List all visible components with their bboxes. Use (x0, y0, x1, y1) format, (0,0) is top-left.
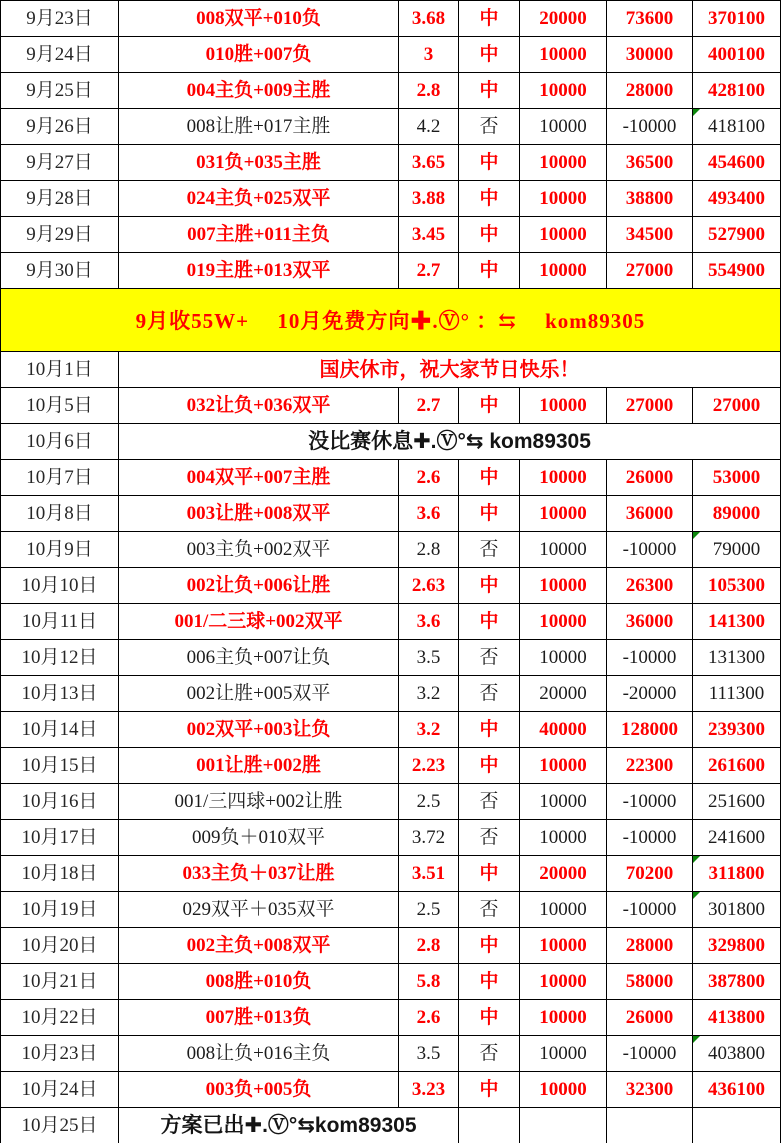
total-cell[interactable]: 241600 (693, 820, 781, 856)
total-cell[interactable]: 105300 (693, 568, 781, 604)
plan-cell[interactable]: 002主负+008双平 (119, 928, 399, 964)
total-cell[interactable]: 370100 (693, 1, 781, 37)
table-row (1, 604, 781, 640)
profit-cell[interactable]: 58000 (607, 964, 693, 1000)
stake-cell[interactable]: 10000 (520, 181, 607, 217)
table-row (1, 496, 781, 532)
odds-cell[interactable]: 2.8 (399, 928, 459, 964)
odds-cell[interactable]: 3.88 (399, 181, 459, 217)
plan-cell[interactable]: 003让胜+008双平 (119, 496, 399, 532)
plan-cell[interactable]: 002双平+003让负 (119, 712, 399, 748)
result-cell[interactable]: 中 (459, 253, 520, 289)
table-row (1, 109, 781, 145)
total-cell[interactable]: 251600 (693, 784, 781, 820)
table-row (1, 640, 781, 676)
stake-cell[interactable]: 10000 (520, 73, 607, 109)
date-cell[interactable]: 10月7日 (1, 460, 119, 496)
stake-cell[interactable]: 10000 (520, 1000, 607, 1036)
banner-row (1, 289, 781, 352)
total-cell[interactable]: 261600 (693, 748, 781, 784)
profit-cell[interactable]: 26000 (607, 460, 693, 496)
stake-cell[interactable]: 10000 (520, 496, 607, 532)
result-cell[interactable]: 中 (459, 1072, 520, 1108)
notice-text[interactable]: 没比赛休息✚.Ⓥ°⇆ kom89305 (119, 424, 781, 460)
stake-cell[interactable]: 10000 (520, 892, 607, 928)
plan-cell[interactable]: 006主负+007让负 (119, 640, 399, 676)
odds-cell[interactable]: 3.5 (399, 640, 459, 676)
odds-cell[interactable]: 2.7 (399, 388, 459, 424)
table-row (1, 532, 781, 568)
profit-cell[interactable]: 36000 (607, 496, 693, 532)
odds-cell[interactable]: 2.8 (399, 532, 459, 568)
total-cell[interactable]: 27000 (693, 388, 781, 424)
date-cell[interactable]: 9月25日 (1, 73, 119, 109)
table-row (1, 1000, 781, 1036)
stake-cell[interactable]: 10000 (520, 532, 607, 568)
profit-cell[interactable]: 36000 (607, 604, 693, 640)
odds-cell[interactable]: 2.6 (399, 460, 459, 496)
table-row (1, 73, 781, 109)
plan-cell[interactable]: 032让负+036双平 (119, 388, 399, 424)
table-row (1, 1072, 781, 1108)
result-cell[interactable]: 中 (459, 181, 520, 217)
stake-cell[interactable]: 10000 (520, 217, 607, 253)
result-cell[interactable]: 中 (459, 712, 520, 748)
total-cell[interactable]: 239300 (693, 712, 781, 748)
table-row (1, 892, 781, 928)
plan-cell[interactable]: 001/三四球+002让胜 (119, 784, 399, 820)
profit-cell[interactable]: -10000 (607, 1036, 693, 1072)
result-cell[interactable] (459, 1108, 520, 1143)
profit-cell[interactable]: 70200 (607, 856, 693, 892)
date-cell[interactable]: 10月23日 (1, 1036, 119, 1072)
profit-cell[interactable]: 26000 (607, 1000, 693, 1036)
total-cell[interactable]: 436100 (693, 1072, 781, 1108)
plan-cell[interactable]: 001让胜+002胜 (119, 748, 399, 784)
plan-cell[interactable]: 002让负+006让胜 (119, 568, 399, 604)
table-row (1, 460, 781, 496)
stake-cell[interactable]: 10000 (520, 1036, 607, 1072)
result-cell[interactable]: 中 (459, 568, 520, 604)
stake-cell[interactable]: 40000 (520, 712, 607, 748)
profit-cell[interactable]: 32300 (607, 1072, 693, 1108)
profit-cell[interactable]: 30000 (607, 37, 693, 73)
odds-cell[interactable]: 3.5 (399, 1036, 459, 1072)
table-row (1, 784, 781, 820)
date-cell[interactable]: 9月26日 (1, 109, 119, 145)
plan-cell[interactable]: 002让胜+005双平 (119, 676, 399, 712)
total-cell[interactable]: 400100 (693, 37, 781, 73)
odds-cell[interactable]: 3.68 (399, 1, 459, 37)
table-row (1, 568, 781, 604)
stake-cell[interactable]: 10000 (520, 820, 607, 856)
total-cell[interactable]: 387800 (693, 964, 781, 1000)
result-cell[interactable]: 中 (459, 73, 520, 109)
date-cell[interactable]: 9月30日 (1, 253, 119, 289)
table-row (1, 1036, 781, 1072)
plan-cell[interactable]: 029双平＋035双平 (119, 892, 399, 928)
table-row (1, 928, 781, 964)
date-cell[interactable]: 10月15日 (1, 748, 119, 784)
result-cell[interactable]: 否 (459, 892, 520, 928)
date-cell[interactable]: 10月10日 (1, 568, 119, 604)
stake-cell[interactable]: 10000 (520, 748, 607, 784)
odds-cell[interactable]: 3.65 (399, 145, 459, 181)
total-cell[interactable]: 141300 (693, 604, 781, 640)
result-cell[interactable]: 否 (459, 784, 520, 820)
stake-cell[interactable]: 10000 (520, 109, 607, 145)
date-cell[interactable]: 10月5日 (1, 388, 119, 424)
profit-cell[interactable]: -10000 (607, 640, 693, 676)
table-row (1, 388, 781, 424)
odds-cell[interactable]: 2.7 (399, 253, 459, 289)
profit-cell[interactable]: -20000 (607, 676, 693, 712)
footer-row (1, 1108, 781, 1143)
result-cell[interactable]: 中 (459, 460, 520, 496)
result-cell[interactable]: 中 (459, 928, 520, 964)
plan-cell[interactable]: 009负＋010双平 (119, 820, 399, 856)
notice-row (1, 424, 781, 460)
profit-cell[interactable]: -10000 (607, 109, 693, 145)
result-cell[interactable]: 中 (459, 1, 520, 37)
plan-cell[interactable]: 001/二三球+002双平 (119, 604, 399, 640)
table-row (1, 820, 781, 856)
plan-cell[interactable]: 008让负+016主负 (119, 1036, 399, 1072)
odds-cell[interactable]: 2.8 (399, 73, 459, 109)
date-cell[interactable]: 10月19日 (1, 892, 119, 928)
result-cell[interactable]: 中 (459, 496, 520, 532)
promo-banner: 9月收55W+ 10月免费方向✚.Ⓥ° ：⇆ kom89305 (1, 289, 781, 352)
odds-cell[interactable]: 3.6 (399, 496, 459, 532)
table-row (1, 253, 781, 289)
profit-cell[interactable]: -10000 (607, 532, 693, 568)
result-cell[interactable]: 中 (459, 1000, 520, 1036)
stake-cell[interactable]: 10000 (520, 145, 607, 181)
date-cell[interactable]: 10月9日 (1, 532, 119, 568)
footer-text[interactable]: 方案已出✚.Ⓥ°⇆kom89305 (119, 1108, 459, 1143)
date-cell[interactable]: 10月22日 (1, 1000, 119, 1036)
stake-cell[interactable]: 10000 (520, 460, 607, 496)
result-cell[interactable]: 否 (459, 1036, 520, 1072)
total-cell[interactable]: 403800 (693, 1036, 781, 1072)
date-cell[interactable]: 10月6日 (1, 424, 119, 460)
stake-cell[interactable]: 10000 (520, 253, 607, 289)
profit-cell[interactable]: 73600 (607, 1, 693, 37)
date-cell[interactable]: 10月13日 (1, 676, 119, 712)
total-cell[interactable]: 413800 (693, 1000, 781, 1036)
odds-cell[interactable]: 3 (399, 37, 459, 73)
profit-cell[interactable]: -10000 (607, 892, 693, 928)
total-cell[interactable]: 329800 (693, 928, 781, 964)
date-cell[interactable]: 10月24日 (1, 1072, 119, 1108)
date-cell[interactable]: 9月29日 (1, 217, 119, 253)
odds-cell[interactable]: 3.72 (399, 820, 459, 856)
stake-cell[interactable]: 10000 (520, 568, 607, 604)
total-cell[interactable]: 527900 (693, 217, 781, 253)
total-cell[interactable]: 301800 (693, 892, 781, 928)
notice-text[interactable]: 国庆休市，祝大家节日快乐！ (119, 352, 781, 388)
result-cell[interactable]: 中 (459, 748, 520, 784)
stake-cell[interactable]: 10000 (520, 784, 607, 820)
result-cell[interactable]: 中 (459, 388, 520, 424)
profit-cell[interactable]: 34500 (607, 217, 693, 253)
table-row (1, 856, 781, 892)
date-cell[interactable]: 10月20日 (1, 928, 119, 964)
total-cell[interactable] (693, 1108, 781, 1143)
total-cell[interactable]: 493400 (693, 181, 781, 217)
odds-cell[interactable]: 2.23 (399, 748, 459, 784)
stake-cell[interactable]: 20000 (520, 856, 607, 892)
plan-cell[interactable]: 010胜+007负 (119, 37, 399, 73)
result-cell[interactable]: 否 (459, 109, 520, 145)
stake-cell[interactable]: 10000 (520, 640, 607, 676)
total-cell[interactable]: 111300 (693, 676, 781, 712)
date-cell[interactable]: 10月1日 (1, 352, 119, 388)
profit-cell[interactable]: 38800 (607, 181, 693, 217)
plan-cell[interactable]: 003主负+002双平 (119, 532, 399, 568)
date-cell[interactable]: 9月28日 (1, 181, 119, 217)
result-cell[interactable]: 中 (459, 37, 520, 73)
table-row (1, 145, 781, 181)
date-cell[interactable]: 10月12日 (1, 640, 119, 676)
table-row (1, 181, 781, 217)
result-cell[interactable]: 中 (459, 856, 520, 892)
stake-cell[interactable]: 10000 (520, 928, 607, 964)
table-row (1, 217, 781, 253)
stake-cell[interactable]: 10000 (520, 388, 607, 424)
date-cell[interactable]: 10月21日 (1, 964, 119, 1000)
table-row (1, 712, 781, 748)
odds-cell[interactable]: 2.5 (399, 784, 459, 820)
table-row (1, 37, 781, 73)
plan-cell[interactable]: 008胜+010负 (119, 964, 399, 1000)
table-row (1, 748, 781, 784)
total-cell[interactable]: 53000 (693, 460, 781, 496)
date-cell[interactable]: 9月24日 (1, 37, 119, 73)
result-cell[interactable]: 中 (459, 217, 520, 253)
total-cell[interactable]: 554900 (693, 253, 781, 289)
total-cell[interactable]: 89000 (693, 496, 781, 532)
notice-row (1, 352, 781, 388)
stake-cell[interactable]: 20000 (520, 1, 607, 37)
plan-cell[interactable]: 004主负+009主胜 (119, 73, 399, 109)
result-cell[interactable]: 中 (459, 604, 520, 640)
stake-cell[interactable]: 10000 (520, 604, 607, 640)
profit-cell[interactable]: 27000 (607, 253, 693, 289)
stake-cell[interactable]: 10000 (520, 964, 607, 1000)
date-cell[interactable]: 10月11日 (1, 604, 119, 640)
total-cell[interactable]: 79000 (693, 532, 781, 568)
date-cell[interactable]: 10月25日 (1, 1108, 119, 1143)
profit-cell[interactable] (607, 1108, 693, 1143)
odds-cell[interactable]: 3.2 (399, 676, 459, 712)
stake-cell[interactable]: 20000 (520, 676, 607, 712)
plan-cell[interactable]: 033主负＋037让胜 (119, 856, 399, 892)
plan-cell[interactable]: 024主负+025双平 (119, 181, 399, 217)
total-cell[interactable]: 428100 (693, 73, 781, 109)
plan-cell[interactable]: 007胜+013负 (119, 1000, 399, 1036)
profit-cell[interactable]: 22300 (607, 748, 693, 784)
profit-cell[interactable]: -10000 (607, 784, 693, 820)
odds-cell[interactable]: 3.6 (399, 604, 459, 640)
date-cell[interactable]: 10月16日 (1, 784, 119, 820)
result-cell[interactable]: 否 (459, 820, 520, 856)
plan-cell[interactable]: 004双平+007主胜 (119, 460, 399, 496)
stake-cell[interactable]: 10000 (520, 1072, 607, 1108)
profit-cell[interactable]: 28000 (607, 73, 693, 109)
profit-cell[interactable]: 26300 (607, 568, 693, 604)
result-cell[interactable]: 否 (459, 640, 520, 676)
result-cell[interactable]: 否 (459, 532, 520, 568)
odds-cell[interactable]: 4.2 (399, 109, 459, 145)
plan-cell[interactable]: 008让胜+017主胜 (119, 109, 399, 145)
date-cell[interactable]: 10月8日 (1, 496, 119, 532)
plan-cell[interactable]: 031负+035主胜 (119, 145, 399, 181)
date-cell[interactable]: 10月18日 (1, 856, 119, 892)
date-cell[interactable]: 9月23日 (1, 1, 119, 37)
odds-cell[interactable]: 3.51 (399, 856, 459, 892)
plan-cell[interactable]: 007主胜+011主负 (119, 217, 399, 253)
stake-cell[interactable]: 10000 (520, 37, 607, 73)
odds-cell[interactable]: 2.5 (399, 892, 459, 928)
profit-cell[interactable]: 128000 (607, 712, 693, 748)
odds-cell[interactable]: 2.63 (399, 568, 459, 604)
profit-cell[interactable]: -10000 (607, 820, 693, 856)
table-row (1, 964, 781, 1000)
table-row (1, 1, 781, 37)
result-cell[interactable]: 否 (459, 676, 520, 712)
total-cell[interactable]: 311800 (693, 856, 781, 892)
total-cell[interactable]: 131300 (693, 640, 781, 676)
odds-cell[interactable]: 3.2 (399, 712, 459, 748)
date-cell[interactable]: 10月14日 (1, 712, 119, 748)
table-row (1, 676, 781, 712)
plan-cell[interactable]: 008双平+010负 (119, 1, 399, 37)
profit-cell[interactable]: 36500 (607, 145, 693, 181)
date-cell[interactable]: 10月17日 (1, 820, 119, 856)
odds-cell[interactable]: 2.6 (399, 1000, 459, 1036)
total-cell[interactable]: 454600 (693, 145, 781, 181)
profit-cell[interactable]: 28000 (607, 928, 693, 964)
plan-cell[interactable]: 003负+005负 (119, 1072, 399, 1108)
plan-cell[interactable]: 019主胜+013双平 (119, 253, 399, 289)
odds-cell[interactable]: 3.45 (399, 217, 459, 253)
stake-cell[interactable] (520, 1108, 607, 1143)
date-cell[interactable]: 9月27日 (1, 145, 119, 181)
odds-cell[interactable]: 3.23 (399, 1072, 459, 1108)
profit-cell[interactable]: 27000 (607, 388, 693, 424)
odds-cell[interactable]: 5.8 (399, 964, 459, 1000)
result-cell[interactable]: 中 (459, 964, 520, 1000)
result-cell[interactable]: 中 (459, 145, 520, 181)
total-cell[interactable]: 418100 (693, 109, 781, 145)
